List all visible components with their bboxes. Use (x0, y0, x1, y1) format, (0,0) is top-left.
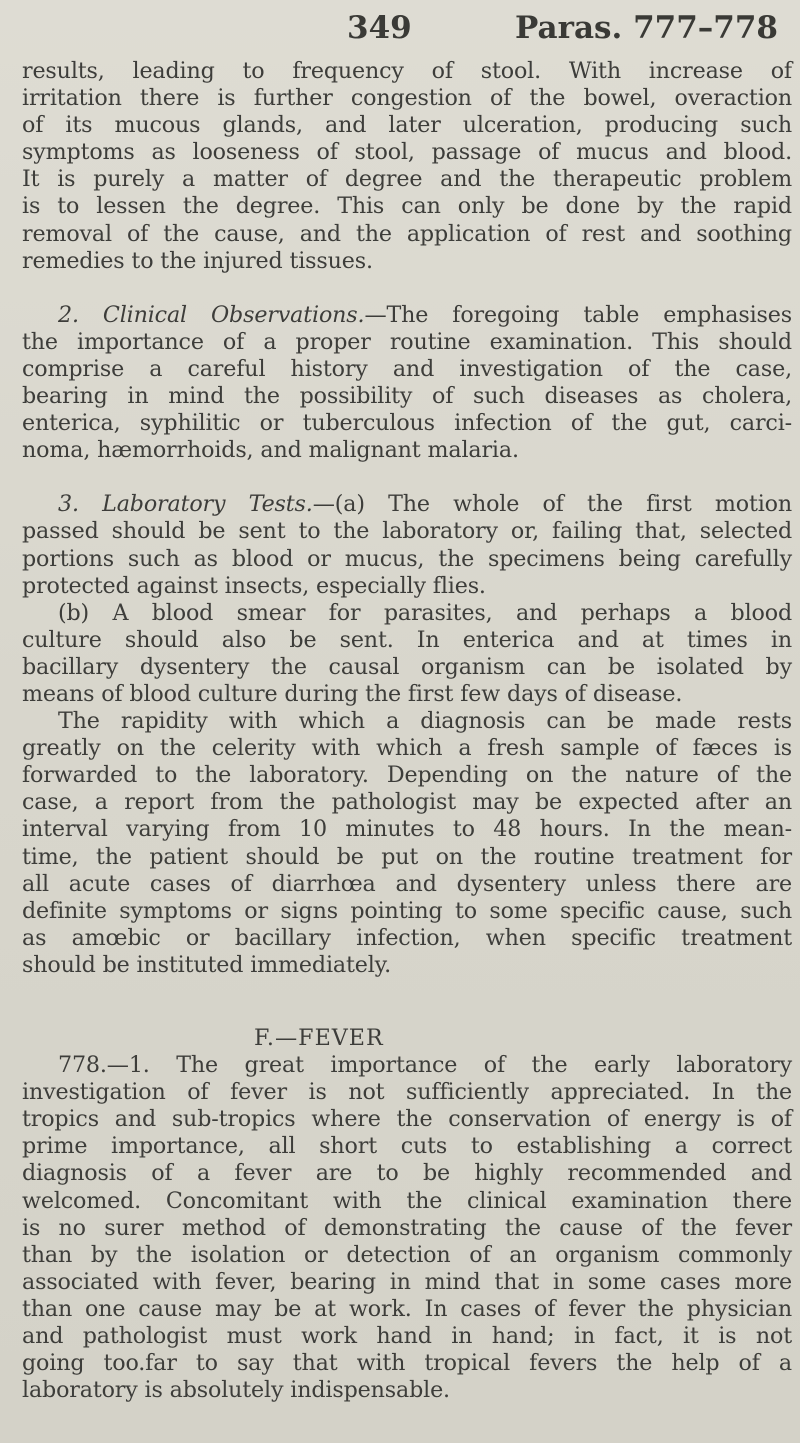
text-line: It is purely a matter of degree and the therapeutic problem (22, 166, 792, 193)
text-line: (b) A blood smear for parasites, and perhaps a blood (58, 599, 792, 626)
text-line: portions such as blood or mucus, the specimens being carefully (22, 545, 792, 572)
page-number: 349 (347, 10, 412, 46)
paragraph-fever (22, 1052, 792, 1404)
text-line: the importance of a proper routine examination. This should (22, 328, 792, 355)
running-header (0, 4, 800, 52)
text-line: case, a report from the pathologist may be expected after an (22, 789, 792, 816)
text-line: greatly on the celerity with which a fresh sample of fæces is (22, 735, 792, 762)
text-line: interval varying from 10 minutes to 48 hours. In the mean- (22, 816, 792, 843)
paragraph-reference: Paras. 777–778 (515, 10, 778, 46)
text-line: as amœbic or bacillary infection, when specific treatment (22, 924, 792, 951)
text-line: diagnosis of a fever are to be highly recommended and (22, 1160, 792, 1187)
text-line: remedies to the injured tissues. (22, 247, 373, 274)
paragraph-clinical-observations (22, 302, 792, 465)
text-line: definite symptoms or signs pointing to some specific cause, such (22, 897, 792, 924)
text-line: 3. Laboratory Tests.—(a) The whole of the first motion (58, 491, 792, 518)
text-line: culture should also be sent. In enterica and at times in (22, 626, 792, 653)
text-line: and pathologist must work hand in hand; in fact, it is not (22, 1323, 792, 1350)
text-line: symptoms as looseness of stool, passage of mucus and blood. (22, 139, 792, 166)
text-line: going too.far to say that with tropical fevers the help of a (22, 1350, 792, 1377)
text-line: passed should be sent to the laboratory or, failing that, selected (22, 518, 792, 545)
text-line: protected against insects, especially flies. (22, 572, 486, 599)
text-line: results, leading to frequency of stool. With increase of (22, 58, 792, 84)
paragraph-laboratory-tests (22, 491, 792, 599)
text-line: tropics and sub-tropics where the conservation of energy is of (22, 1106, 792, 1133)
paragraph-rapidity (22, 708, 792, 979)
text-line: enterica, syphilitic or tuberculous infection of the gut, carci- (22, 410, 792, 437)
text-line: means of blood culture during the first few days of disease. (22, 680, 683, 707)
text-line: investigation of fever is not sufficiently appreciated. In the (22, 1079, 792, 1106)
text-line: all acute cases of diarrhœa and dysentery unless there are (22, 870, 792, 897)
text-line: laboratory is absolutely indispensable. (22, 1377, 450, 1404)
text-line: is no surer method of demonstrating the cause of the fever (22, 1214, 792, 1241)
text-line: comprise a careful history and investigation of the case, (22, 355, 792, 382)
paragraph-continuation (22, 58, 792, 275)
text-line: forwarded to the laboratory. Depending on the nature of the (22, 762, 792, 789)
text-line: than one cause may be at work. In cases of fever the physician (22, 1295, 792, 1322)
text-line: bacillary dysentery the causal organism can be isolated by (22, 653, 792, 680)
text-line: than by the isolation or detection of an organism commonly (22, 1241, 792, 1268)
text-line: bearing in mind the possibility of such diseases as cholera, (22, 383, 792, 410)
paragraph-blood-smear (22, 600, 792, 708)
subsection-label: 3. Laboratory Tests. (58, 491, 313, 518)
text-line: 778.—1. The great importance of the early laboratory (58, 1052, 792, 1079)
text-line: removal of the cause, and the application of rest and soothing (22, 220, 792, 247)
text-line: noma, hæmorrhoids, and malignant malaria. (22, 437, 519, 464)
section-heading: F.—FEVER (254, 1025, 384, 1051)
text-line: prime importance, all short cuts to establishing a correct (22, 1133, 792, 1160)
text-line: 2. Clinical Observations.—The foregoing table emphasises (58, 301, 792, 328)
text-line: time, the patient should be put on the routine treatment for (22, 843, 792, 870)
text-line: associated with fever, bearing in mind that in some cases more (22, 1268, 792, 1295)
subsection-label: 2. Clinical Observations. (58, 301, 365, 328)
text-line: The rapidity with which a diagnosis can be made rests (58, 708, 792, 735)
page-body (22, 58, 792, 1404)
text-line: welcomed. Concomitant with the clinical examination there (22, 1187, 792, 1214)
text-line: is to lessen the degree. This can only be done by the rapid (22, 193, 792, 220)
text-line: should be instituted immediately. (22, 951, 392, 978)
text-line: irritation there is further congestion of the bowel, overaction (22, 85, 792, 112)
text-line: of its mucous glands, and later ulceration, producing such (22, 112, 792, 139)
